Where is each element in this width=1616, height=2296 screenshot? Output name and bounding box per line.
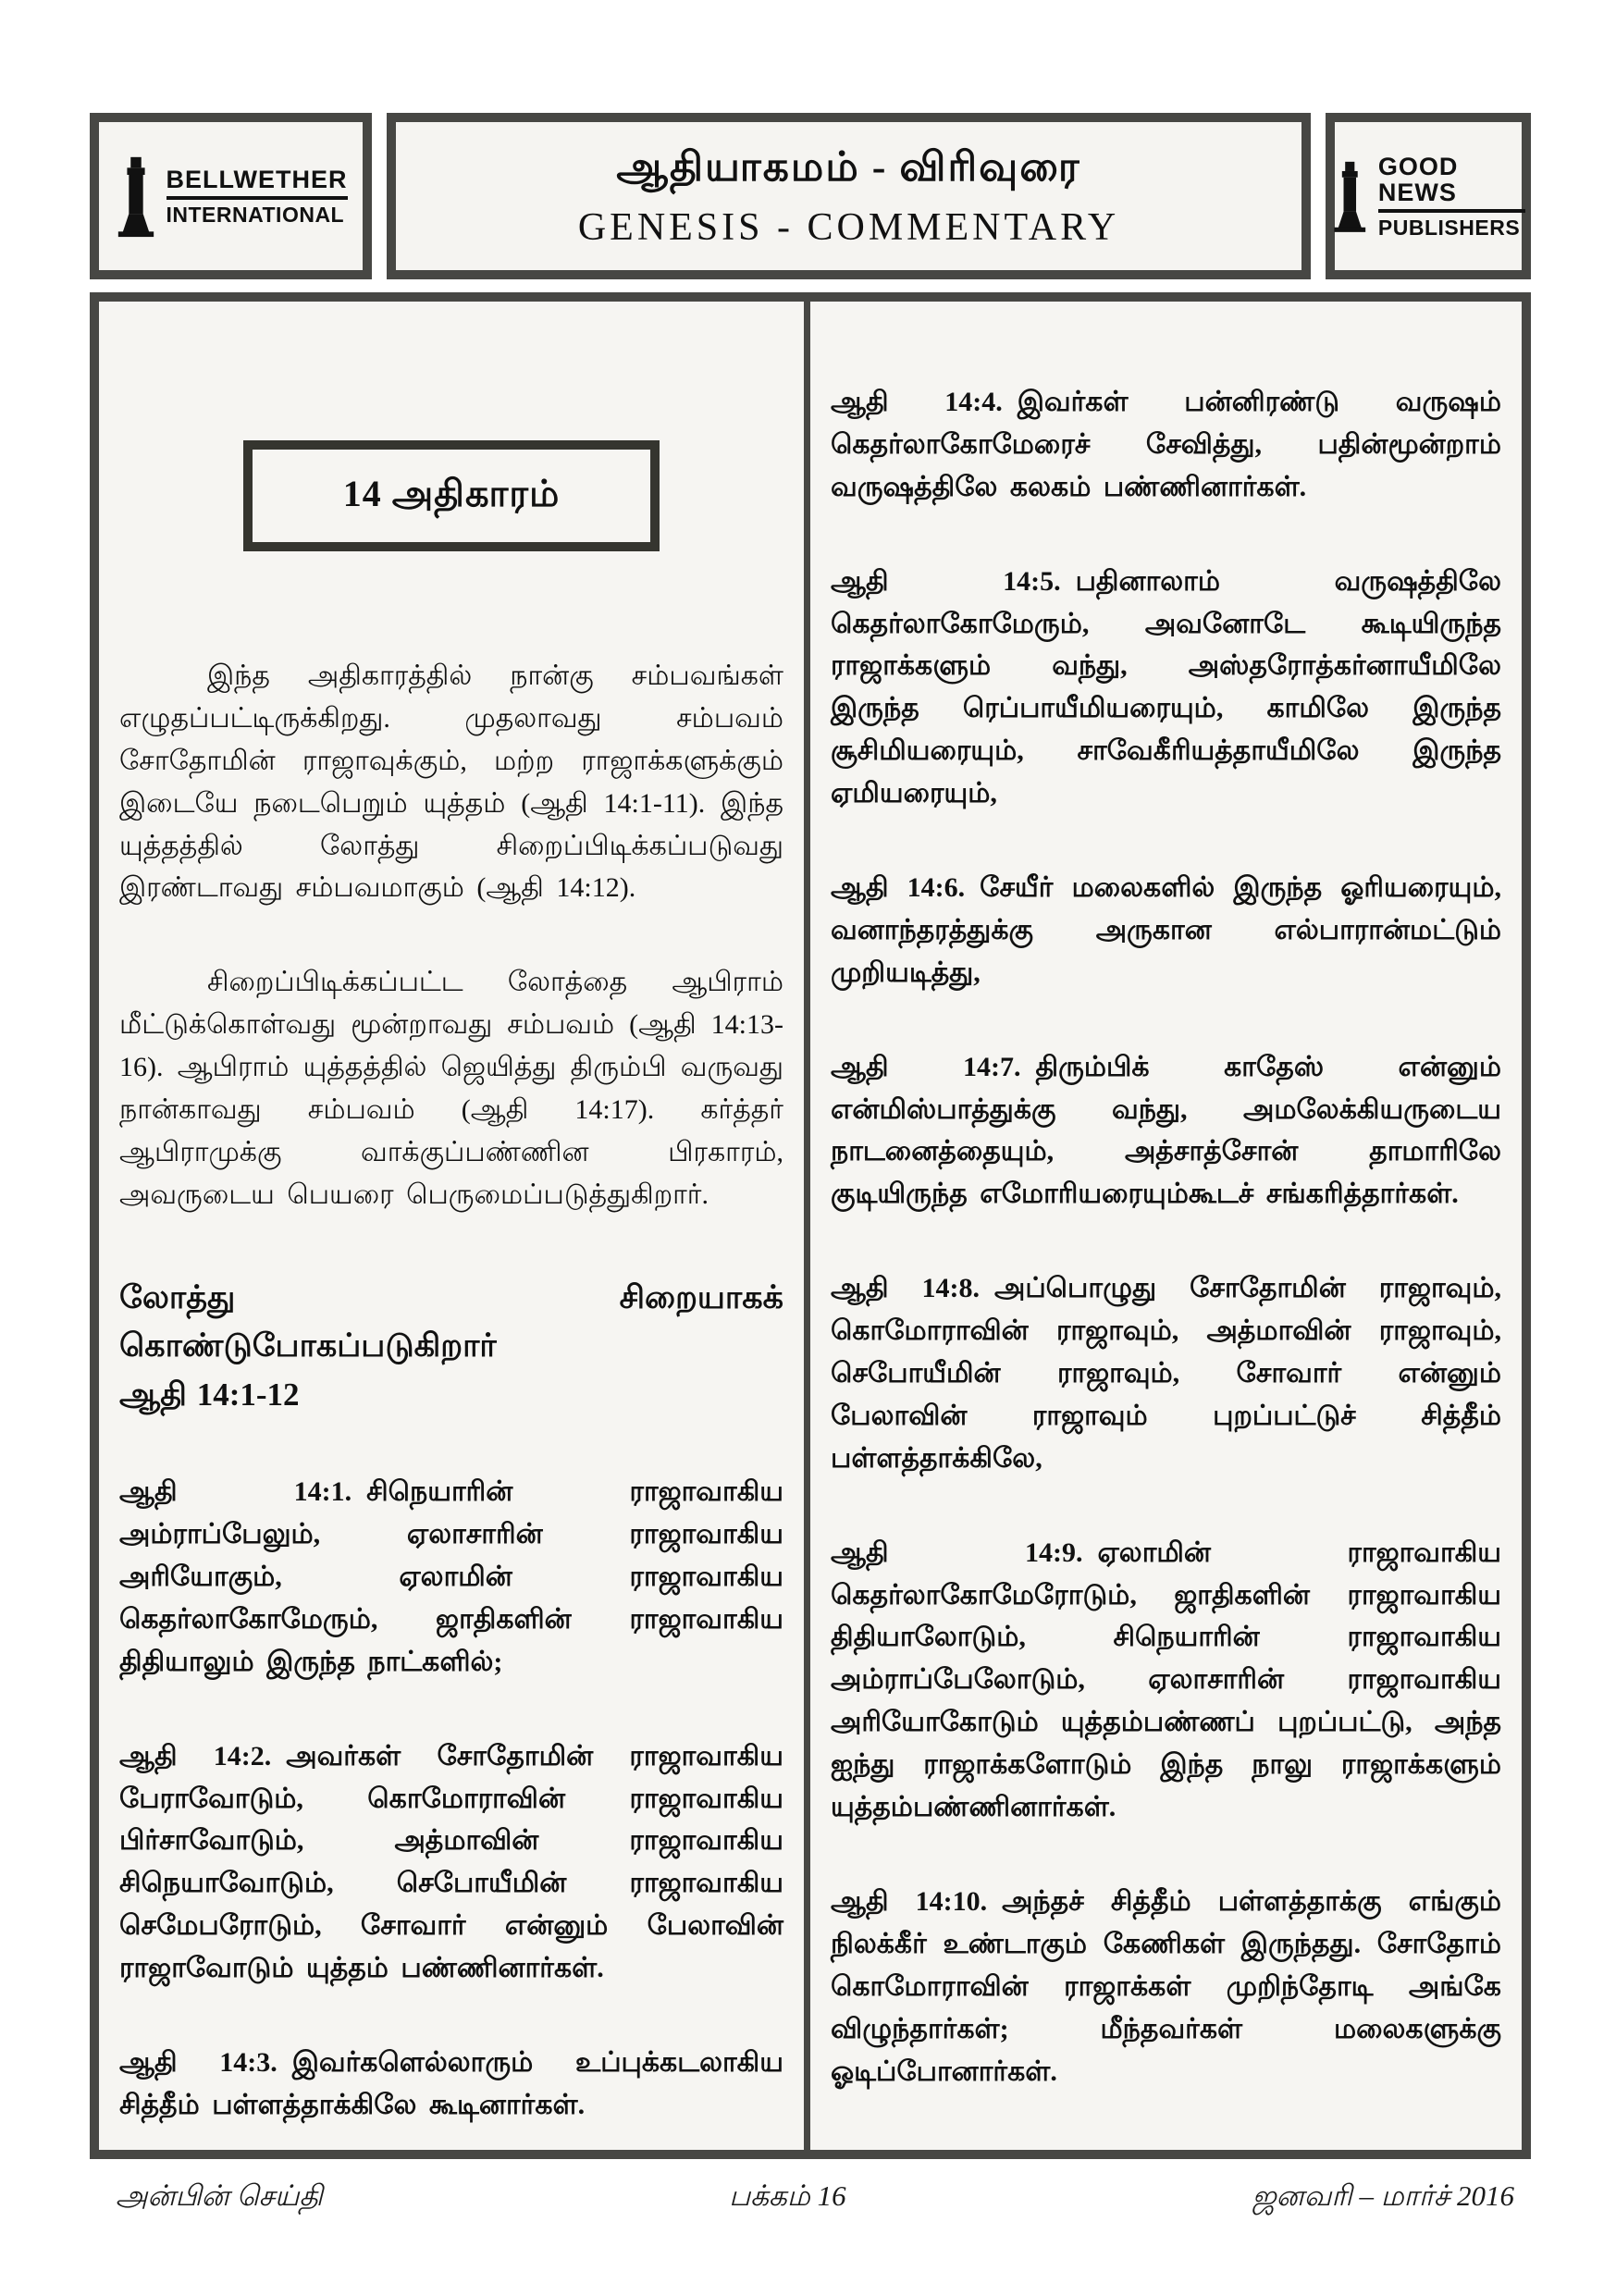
verse-14-4-text: இவர்கள் பன்னிரண்டு வருஷம் கெதர்லாகோமேரைச் சேவித்து, பதின்மூன்றாம் வருஷத்திலே கலகம் பண்ணினார்கள். bbox=[831, 387, 1501, 502]
verse-14-4-label: ஆதி 14:4. bbox=[831, 387, 1003, 417]
footer-issue-date: ஜனவரி – மார்ச் 2016 bbox=[1252, 2179, 1514, 2212]
section-heading-ref: ஆதி 14:1-12 bbox=[119, 1376, 300, 1413]
page-title-english: GENESIS - COMMENTARY bbox=[577, 205, 1120, 249]
page-frame bbox=[90, 113, 1531, 2216]
verse-14-10-label: ஆதி 14:10. bbox=[831, 1885, 988, 1917]
verse-14-1 bbox=[119, 1471, 783, 1683]
verse-14-8-text: அப்பொழுது சோதோமின் ராஜாவும், கொமோராவின் ராஜாவும், அத்மாவின் ராஜாவும், செபோயீமின் ராஜாவும், சோவார் என்னும் பேலாவின் ராஜாவும் புறப்பட்டுச் சித்தீம் பள்ளத்தாக்கிலே, bbox=[831, 1273, 1501, 1474]
content-box bbox=[90, 292, 1531, 2159]
verse-14-6-label: ஆதி 14:6. bbox=[831, 872, 966, 904]
goodnews-logo-box bbox=[1326, 113, 1531, 279]
verse-14-9-label: ஆதி 14:9. bbox=[831, 1537, 1083, 1568]
goodnews-name: GOOD NEWS bbox=[1378, 154, 1525, 213]
verse-14-10 bbox=[831, 1881, 1501, 2092]
verse-14-5 bbox=[831, 561, 1501, 815]
verse-14-1-text: சிநெயாரின் ராஜாவாகிய அம்ராப்பேலும், ஏலாசாரின் ராஜாவாகிய அரியோகும், ஏலாமின் ராஜாவாகிய கெதர்லாகோமேரும், ஜாதிகளின் ராஜாவாகிய திதியாலும் இருந்த நாட்களில்; bbox=[119, 1476, 783, 1677]
chapter-heading-box bbox=[243, 440, 660, 551]
bellwether-name: BELLWETHER bbox=[167, 167, 348, 199]
verse-14-8 bbox=[831, 1267, 1501, 1479]
intro-paragraph-2: சிறைப்பிடிக்கப்பட்ட லோத்தை ஆபிராம் மீட்டுக்கொள்வது மூன்றாவது சம்பவம் (ஆதி 14:13-16). ஆபிராம் யுத்தத்தில் ஜெயித்து திரும்பி வருவது நான்காவது சம்பவம் (ஆதி 14:17). கர்த்தர் ஆபிராமுக்கு வாக்குப்பண்ணின பிரகாரம், அவருடைய பெயரை பெருமைப்படுத்துகிறார். bbox=[119, 967, 783, 1210]
verse-14-10-text: அந்தச் சித்தீம் பள்ளத்தாக்கு எங்கும் நிலக்கீர் உண்டாகும் கேணிகள் இருந்தது. சோதோம் கொமோராவின் ராஜாக்கள் முறிந்தோடி அங்கே விழுந்தார்கள்; மீந்தவர்கள் மலைகளுக்கு ஓடிப்போனார்கள். bbox=[831, 1885, 1501, 2087]
section-heading-title: லோத்து சிறையாகக் கொண்டுபோகப்படுகிறார் bbox=[119, 1278, 783, 1364]
chapter-heading: 14 அதிகாரம் bbox=[342, 473, 561, 514]
bellwether-logo-text bbox=[167, 167, 348, 225]
verse-14-6-text: சேயீர் மலைகளில் இருந்த ஓரியரையும், வனாந்தரத்துக்கு அருகான எல்பாரான்மட்டும் முறியடித்து, bbox=[831, 872, 1501, 988]
footer-publication-name: அன்பின் செய்தி bbox=[116, 2179, 323, 2212]
intro-paragraph-1: இந்த அதிகாரத்தில் நான்கு சம்பவங்கள் எழுதப்பட்டிருக்கிறது. முதலாவது சம்பவம் சோதோமின் ராஜாவுக்கும், மற்ற ராஜாக்களுக்கும் இடையே நடைபெறும் யுத்தம் (ஆதி 14:1-11). இந்த யுத்தத்தில் லோத்து சிறைப்பிடிக்கப்படுவது இரண்டாவது சம்பவமாகும் (ஆதி 14:12). bbox=[119, 660, 783, 904]
tower-icon bbox=[1331, 154, 1369, 239]
right-column bbox=[810, 302, 1522, 2150]
footer-page-number: பக்கம் 16 bbox=[729, 2179, 846, 2212]
verse-14-3-label: ஆதி 14:3. bbox=[119, 2046, 278, 2078]
verse-14-2-label: ஆதி 14:2. bbox=[119, 1740, 272, 1771]
footer bbox=[90, 2179, 1531, 2216]
header bbox=[90, 113, 1531, 279]
verse-14-5-label: ஆதி 14:5. bbox=[831, 565, 1061, 597]
verse-14-7-label: ஆதி 14:7. bbox=[831, 1051, 1021, 1082]
left-column bbox=[99, 302, 810, 2150]
verse-14-8-label: ஆதி 14:8. bbox=[831, 1273, 980, 1304]
bellwether-subname: INTERNATIONAL bbox=[166, 202, 345, 227]
verse-14-1-label: ஆதி 14:1. bbox=[119, 1476, 352, 1508]
verse-14-9-text: ஏலாமின் ராஜாவாகிய கெதர்லாகோமேரோடும், ஜாதிகளின் ராஜாவாகிய திதியாலோடும், சிநெயாரின் ராஜாவாகிய அம்ராப்பேலோடும், ஏலாசாரின் ராஜாவாகிய அரியோகோடும் யுத்தம்பண்ணப் புறப்பட்டு, அந்த ஐந்து ராஜாக்களோடும் இந்த நாலு ராஜாக்களும் யுத்தம்பண்ணினார்கள். bbox=[831, 1537, 1501, 1823]
verse-14-2 bbox=[119, 1735, 783, 1990]
title-box bbox=[387, 113, 1311, 279]
goodnews-logo-text bbox=[1378, 154, 1525, 239]
bellwether-logo-box bbox=[90, 113, 372, 279]
goodnews-logo bbox=[1331, 154, 1524, 239]
verse-14-5-text: பதினாலாம் வருஷத்திலே கெதர்லாகோமேரும், அவனோடே கூடியிருந்த ராஜாக்களும் வந்து, அஸ்தரோத்கர்னாயீமிலே இருந்த ரெப்பாயீமியரையும், காமிலே இருந்த சூசிமியரையும், சாவேகீரியத்தாயீமிலே இருந்த ஏமியரையும், bbox=[831, 565, 1501, 809]
verse-14-7-text: திரும்பிக் காதேஸ் என்னும் என்மிஸ்பாத்துக்கு வந்து, அமலேக்கியருடைய நாடனைத்தையும், அத்சாத்சோன் தாமாரிலே குடியிருந்த எமோரியரையும்கூடச் சங்கரித்தார்கள். bbox=[831, 1051, 1502, 1210]
page-title-tamil: ஆதியாகமம் - விரிவுரை bbox=[616, 143, 1081, 190]
goodnews-subname: PUBLISHERS bbox=[1377, 215, 1521, 240]
verse-14-3-text: இவர்களெல்லாரும் உப்புக்கடலாகிய சித்தீம் பள்ளத்தாக்கிலே கூடினார்கள். bbox=[119, 2046, 783, 2120]
section-heading bbox=[119, 1274, 783, 1420]
verse-14-3 bbox=[119, 2042, 783, 2127]
verse-14-2-text: அவர்கள் சோதோமின் ராஜாவாகிய பேராவோடும், கொமோராவின் ராஜாவாகிய பிர்சாவோடும், அத்மாவின் ராஜாவாகிய சிநெயாவோடும், செபோயீமின் ராஜாவாகிய செமேபரோடும், சோவார் என்னும் பேலாவின் ராஜாவோடும் யுத்தம் பண்ணினார்கள். bbox=[119, 1740, 783, 1984]
verse-14-6 bbox=[831, 867, 1501, 994]
verse-14-9 bbox=[831, 1532, 1501, 1829]
bellwether-logo bbox=[115, 154, 348, 239]
tower-icon bbox=[115, 154, 157, 239]
verse-14-7 bbox=[831, 1046, 1501, 1216]
verse-14-4 bbox=[831, 381, 1501, 509]
